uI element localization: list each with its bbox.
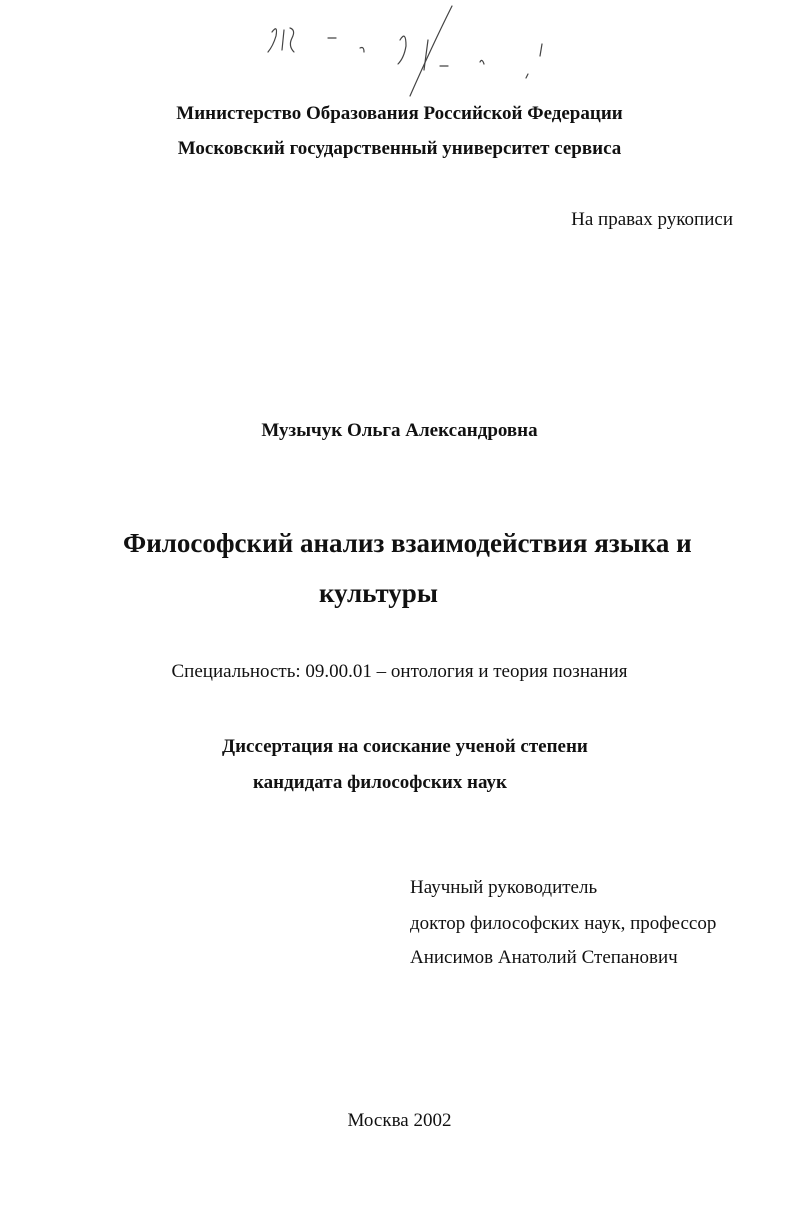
dissertation-title-line1: Философский анализ взаимодействия языка и — [123, 528, 692, 558]
degree-line2: кандидата философских наук — [253, 772, 507, 793]
rights-note: На правах рукописи — [571, 209, 733, 230]
university-heading: Московский государственный университет сервиса — [177, 138, 622, 159]
author-name: Музычук Ольга Александровна — [261, 420, 538, 441]
dissertation-title-line2: культуры — [319, 578, 438, 608]
ministry-heading: Министерство Образования Российской Федерации — [176, 103, 623, 124]
specialty-line: Специальность: 09.00.01 – онтология и теория познания — [171, 661, 628, 682]
supervisor-degree: доктор философских наук, профессор — [410, 913, 717, 934]
city-year: Москва 2002 — [347, 1110, 452, 1131]
supervisor-role: Научный руководитель — [410, 877, 598, 898]
supervisor-name: Анисимов Анатолий Степанович — [410, 947, 678, 968]
degree-line1: Диссертация на соискание ученой степени — [222, 736, 588, 757]
handwritten-mark — [250, 0, 560, 100]
